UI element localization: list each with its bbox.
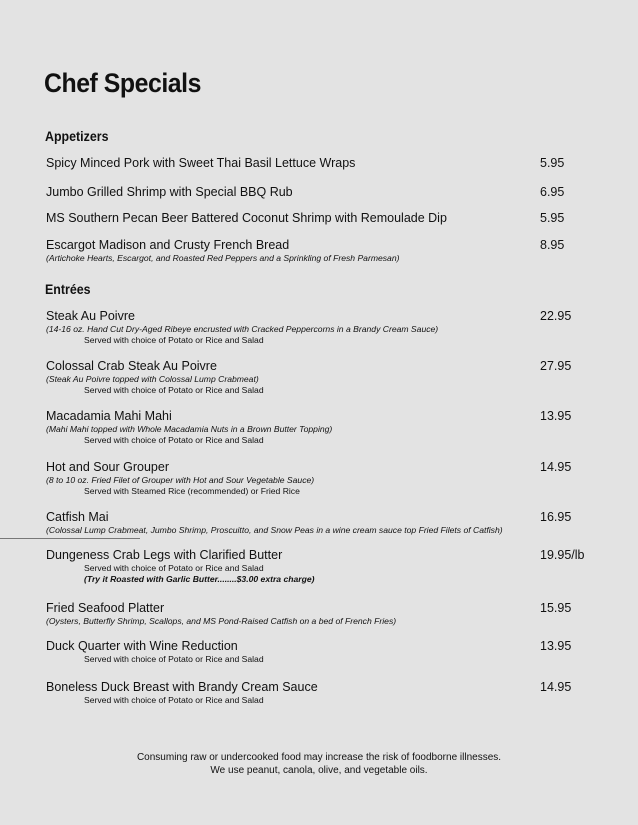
item-price: 8.95	[540, 238, 565, 252]
item-served-with: Served with choice of Potato or Rice and Salad	[84, 435, 264, 445]
item-price: 13.95	[540, 409, 572, 423]
menu-item	[46, 238, 606, 264]
page-title: Chef Specials	[44, 68, 201, 98]
menu-item	[46, 359, 606, 396]
item-price: 22.95	[540, 309, 572, 323]
menu-item	[46, 460, 606, 497]
item-served-with: Served with choice of Potato or Rice and Salad	[84, 335, 264, 345]
item-description: (14-16 oz. Hand Cut Dry-Aged Ribeye encrusted with Cracked Peppercorns in a Brandy Cream Sauce)	[46, 324, 439, 334]
item-price: 19.95/lb	[540, 548, 585, 562]
footer-line-2: We use peanut, canola, olive, and vegetable oils.	[210, 765, 428, 776]
item-price: 6.95	[540, 185, 565, 199]
item-served-with: Served with choice of Potato or Rice and Salad	[84, 563, 264, 573]
item-name: Escargot Madison and Crusty French Bread	[46, 238, 290, 252]
item-price: 13.95	[540, 639, 572, 653]
item-name: Steak Au Poivre	[46, 309, 135, 323]
menu-item	[46, 601, 606, 627]
item-price: 14.95	[540, 680, 572, 694]
item-served-with: Served with choice of Potato or Rice and Salad	[84, 654, 264, 664]
item-name: MS Southern Pecan Beer Battered Coconut Shrimp with Remoulade Dip	[46, 211, 447, 225]
section-heading: Entrées	[45, 282, 91, 297]
item-served-with: Served with choice of Potato or Rice and Salad	[84, 385, 264, 395]
item-price: 16.95	[540, 510, 572, 524]
item-description: (Steak Au Poivre topped with Colossal Lump Crabmeat)	[46, 374, 259, 384]
item-served-with: Served with choice of Potato or Rice and Salad	[84, 695, 264, 705]
item-name: Jumbo Grilled Shrimp with Special BBQ Rub	[46, 185, 293, 199]
item-description: (Mahi Mahi topped with Whole Macadamia Nuts in a Brown Butter Topping)	[46, 424, 333, 434]
item-name: Fried Seafood Platter	[46, 601, 165, 615]
item-description: (Artichoke Hearts, Escargot, and Roasted Red Peppers and a Sprinkling of Fresh Parmesan)	[46, 253, 400, 263]
item-price: 14.95	[540, 460, 572, 474]
item-price: 5.95	[540, 156, 565, 170]
menu-item	[46, 211, 606, 226]
menu-item	[46, 409, 606, 446]
menu-item	[46, 510, 606, 536]
item-name: Macadamia Mahi Mahi	[46, 409, 172, 423]
footer-disclaimer	[0, 751, 638, 777]
menu-item	[46, 309, 606, 346]
item-note: (Try it Roasted with Garlic Butter........$3.00 extra charge)	[84, 574, 315, 584]
item-name: Boneless Duck Breast with Brandy Cream Sauce	[46, 680, 318, 694]
item-served-with: Served with Steamed Rice (recommended) or Fried Rice	[84, 486, 300, 496]
item-description: (8 to 10 oz. Fried Filet of Grouper with Hot and Sour Vegetable Sauce)	[46, 475, 315, 485]
item-description: (Oysters, Butterfly Shrimp, Scallops, and MS Pond-Raised Catfish on a bed of French Fries)	[46, 616, 397, 626]
item-name: Spicy Minced Pork with Sweet Thai Basil Lettuce Wraps	[46, 156, 356, 170]
item-price: 5.95	[540, 211, 565, 225]
scan-artifact-line	[0, 538, 140, 539]
menu-item	[46, 156, 606, 171]
item-name: Dungeness Crab Legs with Clarified Butter	[46, 548, 283, 562]
menu-item	[46, 185, 606, 200]
menu-item	[46, 680, 606, 706]
item-price: 27.95	[540, 359, 572, 373]
item-name: Hot and Sour Grouper	[46, 460, 169, 474]
item-name: Colossal Crab Steak Au Poivre	[46, 359, 217, 373]
footer-line-1: Consuming raw or undercooked food may increase the risk of foodborne illnesses.	[136, 752, 502, 763]
item-description: (Colossal Lump Crabmeat, Jumbo Shrimp, Proscuitto, and Snow Peas in a wine cream sauce top Fried Filets of Catfish)	[46, 525, 503, 535]
item-name: Duck Quarter with Wine Reduction	[46, 639, 238, 653]
item-name: Catfish Mai	[46, 510, 109, 524]
item-price: 15.95	[540, 601, 572, 615]
menu-item	[46, 639, 606, 665]
menu-item	[46, 548, 606, 585]
section-heading: Appetizers	[45, 129, 109, 144]
